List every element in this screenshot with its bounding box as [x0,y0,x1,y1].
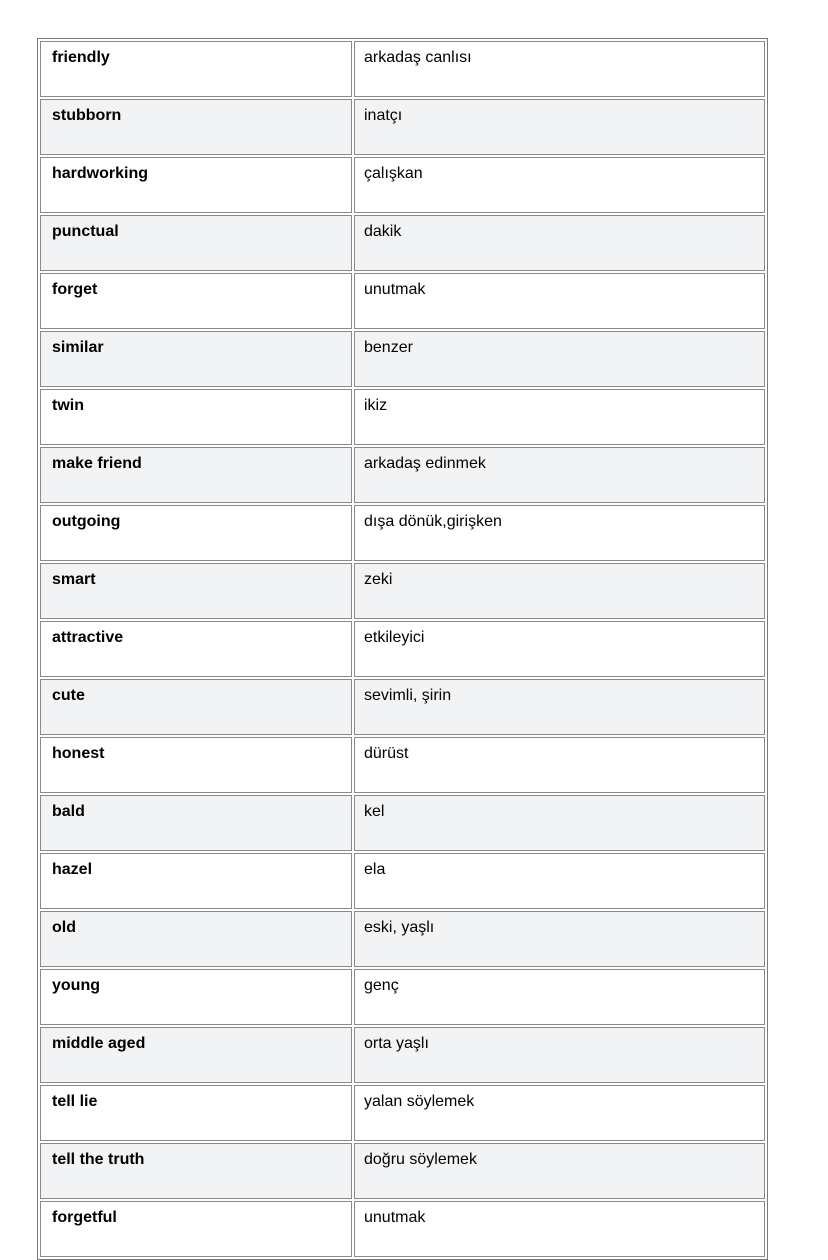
english-term: attractive [40,621,352,677]
english-term: make friend [40,447,352,503]
english-term: old [40,911,352,967]
english-term: hardworking [40,157,352,213]
table-row [40,1027,765,1083]
turkish-meaning: unutmak [354,273,765,329]
table-row [40,563,765,619]
table-row [40,389,765,445]
turkish-meaning: dürüst [354,737,765,793]
english-term: friendly [40,41,352,97]
table-row [40,969,765,1025]
turkish-meaning: genç [354,969,765,1025]
english-term: punctual [40,215,352,271]
turkish-meaning: inatçı [354,99,765,155]
table-row [40,795,765,851]
table-row [40,273,765,329]
table-row [40,99,765,155]
turkish-meaning: arkadaş canlısı [354,41,765,97]
turkish-meaning: dakik [354,215,765,271]
turkish-meaning: ela [354,853,765,909]
table-row [40,737,765,793]
english-term: forget [40,273,352,329]
english-term: hazel [40,853,352,909]
table-row [40,157,765,213]
english-term: young [40,969,352,1025]
turkish-meaning: dışa dönük,girişken [354,505,765,561]
turkish-meaning: etkileyici [354,621,765,677]
turkish-meaning: kel [354,795,765,851]
english-term: smart [40,563,352,619]
english-term: middle aged [40,1027,352,1083]
table-row [40,331,765,387]
table-row [40,911,765,967]
english-term: cute [40,679,352,735]
turkish-meaning: sevimli, şirin [354,679,765,735]
turkish-meaning: benzer [354,331,765,387]
turkish-meaning: eski, yaşlı [354,911,765,967]
english-term: bald [40,795,352,851]
table-row [40,621,765,677]
turkish-meaning: çalışkan [354,157,765,213]
turkish-meaning: yalan söylemek [354,1085,765,1141]
turkish-meaning: arkadaş edinmek [354,447,765,503]
english-term: outgoing [40,505,352,561]
vocabulary-table [37,38,768,1260]
english-term: forgetful [40,1201,352,1257]
table-row [40,1085,765,1141]
english-term: similar [40,331,352,387]
table-row [40,1143,765,1199]
table-row [40,447,765,503]
table-row [40,679,765,735]
turkish-meaning: doğru söylemek [354,1143,765,1199]
table-row [40,215,765,271]
english-term: tell the truth [40,1143,352,1199]
turkish-meaning: ikiz [354,389,765,445]
english-term: stubborn [40,99,352,155]
turkish-meaning: orta yaşlı [354,1027,765,1083]
turkish-meaning: zeki [354,563,765,619]
table-row [40,41,765,97]
english-term: honest [40,737,352,793]
english-term: tell lie [40,1085,352,1141]
table-row [40,505,765,561]
table-row [40,853,765,909]
english-term: twin [40,389,352,445]
turkish-meaning: unutmak [354,1201,765,1257]
table-row [40,1201,765,1257]
